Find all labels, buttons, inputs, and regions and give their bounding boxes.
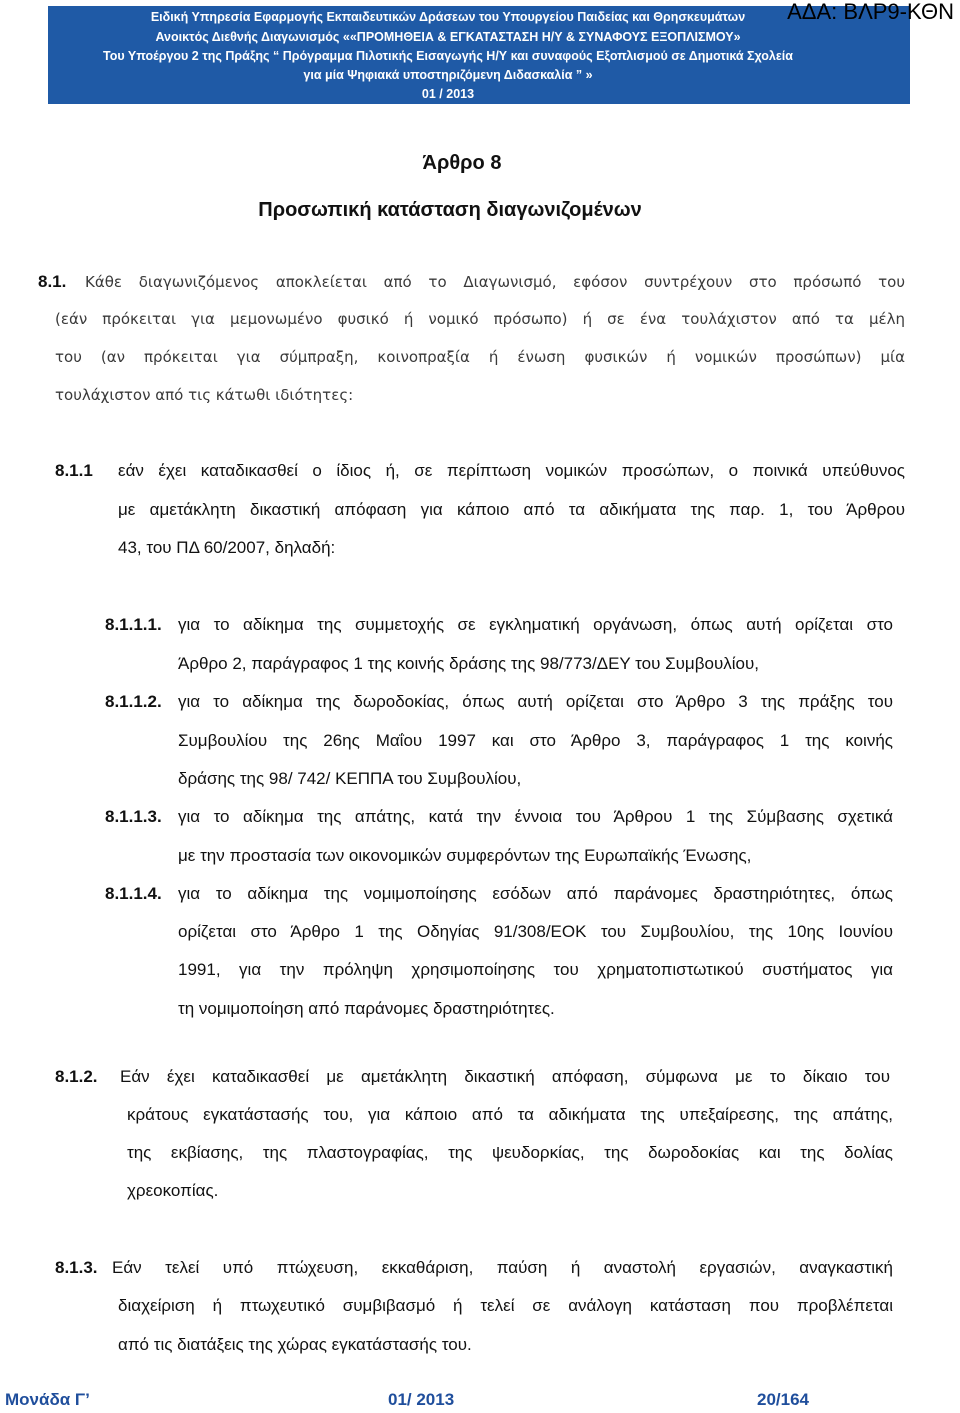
ada-stamp: ΑΔΑ: ΒΛΡ9-ΚΘΝ — [787, 0, 954, 24]
header-line-tender: Ανοικτός Διεθνής Διαγωνισμός ««ΠΡΟΜΗΘΕΙΑ & ΕΓΚΑΤΑΣΤΑΣΗ Η/Υ & ΣΥΝΑΦΟΥΣ ΕΞΟΠΛΙΣΜΟΥ» — [155, 30, 741, 44]
section-8-1-1-1-line: Άρθρο 2, παράγραφος 1 της κοινής δράσης της 98/773/ΔΕΥ του Συμβουλίου, — [178, 654, 759, 673]
section-8-1-3-line: διαχείριση ή πτωχευτικό συμβιβασμό ή τελεί σε ανάλογη κατάσταση που προβλέπεται — [118, 1296, 893, 1315]
section-8-1-1-2-line: για το αδίκημα της δωροδοκίας, όπως αυτή ορίζεται στο Άρθρο 3 της πράξης του — [178, 692, 893, 711]
section-8-1-3-line: Εάν τελεί υπό πτώχευση, εκκαθάριση, παύση ή αναστολή εργασιών, αναγκαστική — [112, 1258, 893, 1277]
section-8-1-1-4-line: ορίζεται στο Άρθρο 1 της Οδηγίας 91/308/ΕΟΚ του Συμβουλίου, της 10ης Ιουνίου — [178, 922, 893, 941]
section-8-1-2-line: της εκβίασης, της πλαστογραφίας, της ψευδορκίας, της δωροδοκίας και της δολίας — [127, 1143, 893, 1162]
section-8-1-1-label: 8.1.1 — [55, 461, 93, 480]
section-8-1-2-line: Εάν έχει καταδικασθεί με αμετάκλητη δικαστική απόφαση, σύμφωνα με το δίκαιο του — [120, 1067, 890, 1086]
section-8-1-1-2-line: Συμβουλίου της 26ης Μαΐου 1997 και στο Άρθρο 3, παράγραφος 1 της κοινής — [178, 731, 893, 750]
article-title: Προσωπική κατάσταση διαγωνιζομένων — [258, 199, 642, 221]
section-8-1-1-3-line: για το αδίκημα της απάτης, κατά την έννοια του Άρθρου 1 της Σύμβασης σχετικά — [178, 807, 893, 826]
section-8-1-1-3-line: με την προστασία των οικονομικών συμφερόντων της Ευρωπαϊκής Ένωσης, — [178, 846, 752, 865]
section-8-1-1-3-label: 8.1.1.3. — [105, 807, 162, 826]
section-8-1-1-2-line: δράσης της 98/ 742/ ΚΕΠΠΑ του Συμβουλίου, — [178, 769, 522, 788]
header-line-date: 01 / 2013 — [421, 87, 475, 101]
section-8-1-1-1-label: 8.1.1.1. — [105, 615, 162, 634]
section-8-1-2-line: χρεοκοπίας. — [127, 1181, 219, 1200]
section-8-1-1-4-line: 1991, για την πρόληψη χρησιμοποίησης του χρηματοπιστωτικού συστήματος για — [178, 960, 893, 979]
section-8-1-2-label: 8.1.2. — [55, 1067, 98, 1086]
section-8-1-1-4-line: για το αδίκημα της νομιμοποίησης εσόδων από παράνομες δραστηριότητες, όπως — [178, 884, 893, 903]
section-8-1-line: του (αν πρόκειται για σύμπραξη, κοινοπραξία ή ένωση φυσικών ή νομικών προσώπων) μία — [55, 348, 905, 366]
header-line-subproject: Του Υποέργου 2 της Πράξης “ Πρόγραμμα Πιλοτικής Εισαγωγής Η/Υ και συναφούς Εξοπλισμού σε Δημοτικά Σχολεία — [103, 49, 793, 63]
article-number: Άρθρο 8 — [422, 152, 502, 174]
section-8-1-1-line: με αμετάκλητη δικαστική απόφαση για κάποιο από τα αδικήματα της παρ. 1, του Άρθρου — [118, 500, 905, 519]
section-8-1-line: τουλάχιστον από τις κάτωθι ιδιότητες: — [55, 386, 354, 404]
footer-page-number: 20/164 — [757, 1390, 809, 1409]
header-line-program: για μία Ψηφιακά υποστηριζόμενη Διδασκαλία ” » — [303, 68, 593, 82]
section-8-1-2-line: κράτους εγκατάστασής του, για κάποιο από τα αδικήματα της υπεξαίρεσης, της απάτης, — [127, 1105, 893, 1124]
section-8-1-3-line: από τις διατάξεις της χώρας εγκατάστασής του. — [118, 1335, 472, 1354]
section-8-1-1-4-line: τη νομιμοποίηση από παράνομες δραστηριότητες. — [178, 999, 555, 1018]
section-8-1-label: 8.1. — [38, 272, 67, 291]
section-8-1-line: (εάν πρόκειται για μεμονωμένο φυσικό ή νομικό πρόσωπο) ή σε ένα τουλάχιστον από τα μέλη — [55, 310, 905, 328]
footer-unit: Μονάδα Γ’ — [5, 1390, 90, 1409]
section-8-1-1-1-line: για το αδίκημα της συμμετοχής σε εγκληματική οργάνωση, όπως αυτή ορίζεται στο — [178, 615, 893, 634]
header-line-agency: Ειδική Υπηρεσία Εφαρμογής Εκπαιδευτικών Δράσεων του Υπουργείου Παιδείας και Θρησκευμάτων — [150, 10, 746, 24]
section-8-1-3-label: 8.1.3. — [55, 1258, 98, 1277]
section-8-1-1-4-label: 8.1.1.4. — [105, 884, 162, 903]
footer-date: 01/ 2013 — [388, 1390, 455, 1409]
section-8-1-line: Κάθε διαγωνιζόμενος αποκλείεται από το Διαγωνισμό, εφόσον συντρέχουν στο πρόσωπό του — [85, 273, 905, 291]
section-8-1-1-2-label: 8.1.1.2. — [105, 692, 162, 711]
section-8-1-1-line: 43, του ΠΔ 60/2007, δηλαδή: — [118, 538, 336, 557]
section-8-1-1-line: εάν έχει καταδικασθεί ο ίδιος ή, σε περίπτωση νομικών προσώπων, ο ποινικά υπεύθυνος — [118, 461, 905, 480]
